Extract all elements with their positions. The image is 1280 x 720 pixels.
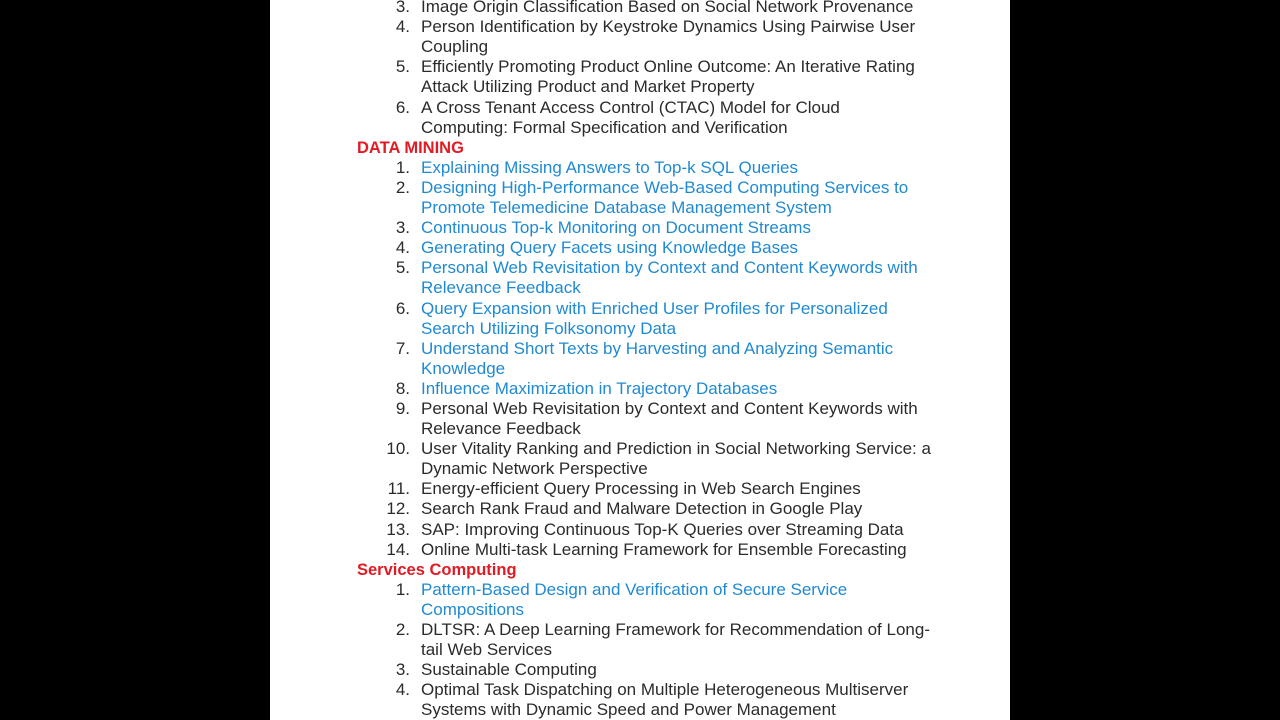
item-title: Efficiently Promoting Product Online Outcome: An Iterative Rating Attack Utilizing Product and Market Property [421, 57, 915, 97]
item-title-link[interactable]: Personal Web Revisitation by Context and Content Keywords with Relevance Feedback [421, 258, 918, 298]
item-number: 14. [386, 539, 410, 559]
item-title: SAP: Improving Continuous Top-K Queries over Streaming Data [421, 519, 904, 539]
item-title: Online Multi-task Learning Framework for Ensemble Forecasting [421, 539, 907, 559]
list-item [270, 158, 1010, 178]
item-title-link[interactable]: Generating Query Facets using Knowledge Bases [421, 238, 799, 258]
item-number: 4. [395, 238, 410, 258]
item-number: 3. [395, 0, 410, 17]
list-item [270, 520, 1010, 540]
item-title-link[interactable]: Understand Short Texts by Harvesting and Analyzing Semantic Knowledge [421, 338, 894, 378]
item-title: Sustainable Computing [421, 660, 597, 680]
item-title: User Vitality Ranking and Prediction in Social Networking Service: a Dynamic Network Perspective [421, 439, 931, 479]
item-number: 9. [395, 398, 410, 418]
item-number: 5. [395, 258, 410, 278]
item-title: A Cross Tenant Access Control (CTAC) Model for Cloud Computing: Formal Specification and Verification [421, 97, 840, 137]
list-item [270, 479, 1010, 499]
item-title-link[interactable]: Pattern-Based Design and Verification of Secure Service Compositions [421, 579, 848, 619]
item-number: 6. [395, 97, 410, 117]
item-title-link[interactable]: Explaining Missing Answers to Top-k SQL Queries [421, 157, 799, 177]
list-item [270, 399, 1010, 439]
list-item [270, 218, 1010, 238]
item-number: 3. [395, 218, 410, 238]
item-title: DLTSR: A Deep Learning Framework for Recommendation of Long-tail Web Services [421, 620, 930, 660]
item-number: 6. [395, 298, 410, 318]
item-number: 2. [395, 177, 410, 197]
item-title: Search Rank Fraud and Malware Detection in Google Play [421, 499, 863, 519]
item-number: 10. [386, 439, 410, 459]
list-item [270, 580, 1010, 620]
document-content [270, 0, 1010, 720]
list-item [270, 238, 1010, 258]
item-number: 3. [395, 660, 410, 680]
item-title: Personal Web Revisitation by Context and Content Keywords with Relevance Feedback [421, 398, 918, 439]
item-number: 1. [395, 157, 410, 177]
item-number: 8. [395, 378, 410, 398]
document-page [270, 0, 1010, 720]
section [270, 0, 1010, 138]
section-heading: DATA MINING [357, 138, 464, 157]
list-item [270, 439, 1010, 479]
item-number: 13. [386, 519, 410, 539]
item-title: Energy-efficient Query Processing in Web Search Engines [421, 479, 861, 499]
item-number: 1. [395, 579, 410, 599]
list-item [270, 0, 1010, 17]
item-title-link[interactable]: Continuous Top-k Monitoring on Document Streams [421, 218, 811, 238]
item-title: Person Identification by Keystroke Dynamics Using Pairwise User Coupling [421, 17, 916, 57]
list-item [270, 620, 1010, 660]
item-number: 12. [386, 499, 410, 519]
list-item [270, 17, 1010, 57]
item-title: Optimal Task Dispatching on Multiple Heterogeneous Multiserver Systems with Dynamic Speed and Power Management [421, 680, 909, 720]
item-title-link[interactable]: Query Expansion with Enriched User Profiles for Personalized Search Utilizing Folksonomy Data [421, 298, 888, 338]
item-number: 2. [395, 620, 410, 639]
item-title-link[interactable]: Designing High-Performance Web-Based Computing Services to Promote Telemedicine Database Management System [421, 177, 909, 218]
list-item [270, 258, 1010, 298]
item-title: Image Origin Classification Based on Social Network Provenance [421, 0, 914, 17]
section [270, 560, 1010, 720]
item-number: 5. [395, 57, 410, 77]
list-item [270, 178, 1010, 218]
list-item [270, 499, 1010, 519]
list-item [270, 379, 1010, 399]
list-item [270, 57, 1010, 97]
list-item [270, 660, 1010, 680]
item-number: 7. [395, 338, 410, 358]
item-title-link[interactable]: Influence Maximization in Trajectory Databases [421, 378, 778, 398]
list-item [270, 540, 1010, 560]
item-number: 11. [387, 479, 410, 499]
list-item [270, 339, 1010, 379]
item-number: 4. [395, 17, 410, 37]
list-item [270, 98, 1010, 138]
list-item [270, 680, 1010, 720]
list-item [270, 299, 1010, 339]
section [270, 138, 1010, 560]
item-number: 4. [395, 680, 410, 700]
section-heading: Services Computing [357, 560, 517, 579]
